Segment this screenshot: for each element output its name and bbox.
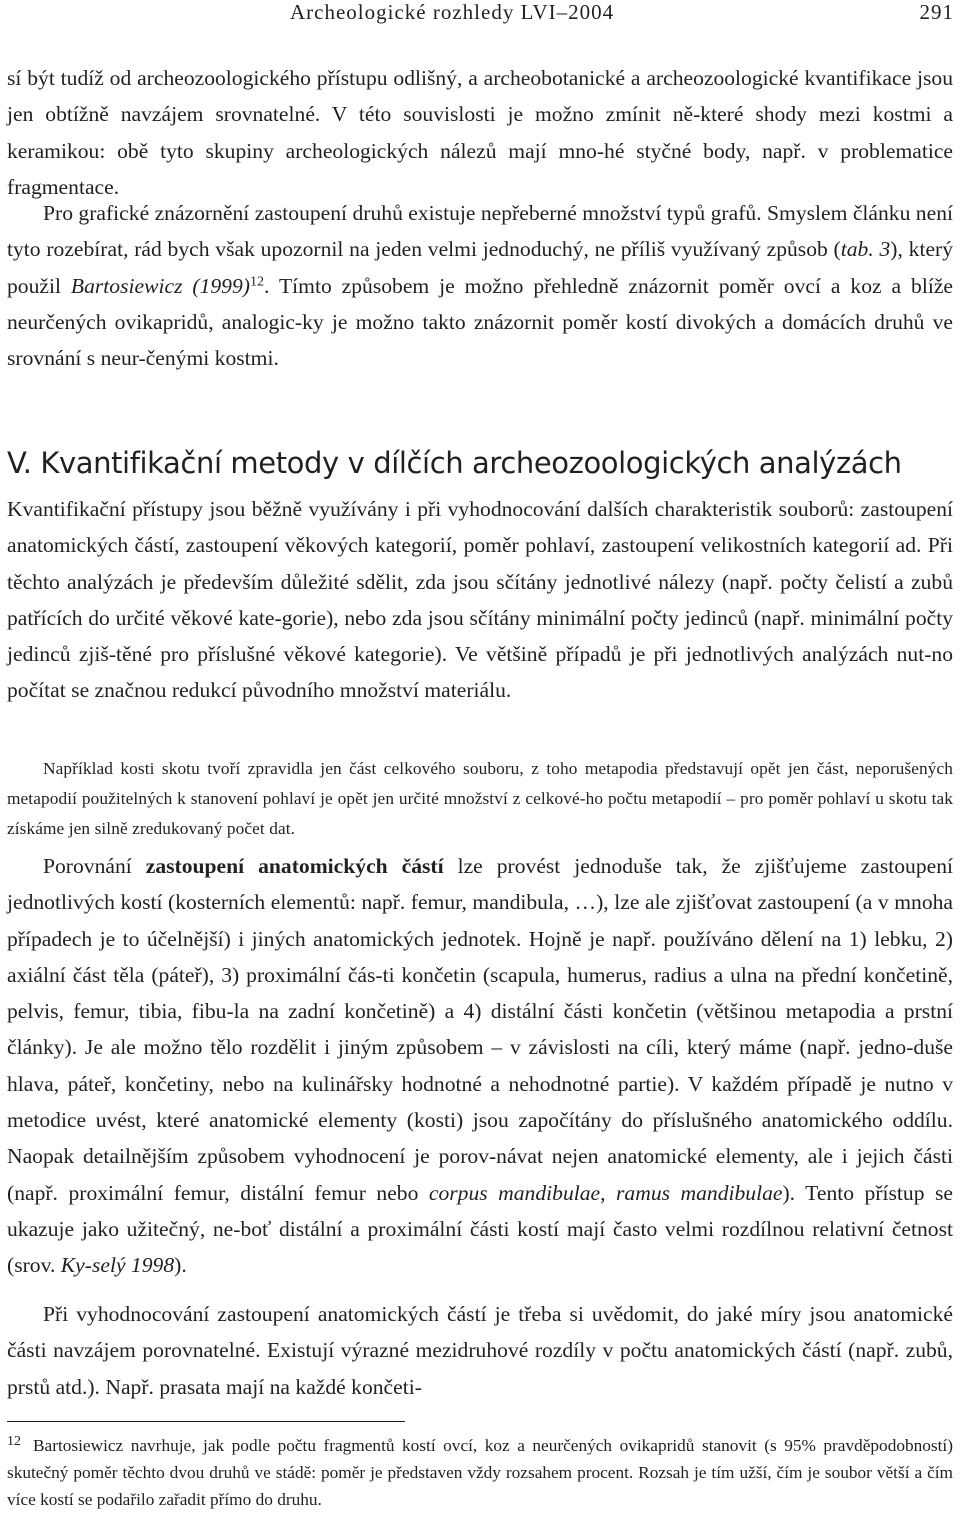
paragraph-continued: sí být tudíž od archeozoologického přístupu odlišný, a archeobotanické a archeozoologické kvantifikace jsou jen obtížně navzájem srovnatelné. V této souvislosti je možno zmínit ně-které shody mezi kostmi a keramikou: obě tyto skupiny archeologických nálezů mají mno-hé styčné body, např. v problematice fragmentace.	[7, 66, 953, 199]
footnote-reference: 12	[249, 272, 265, 289]
text-run: ), který použil	[7, 237, 954, 298]
latin-term: ramus mandibulae	[616, 1180, 783, 1205]
footnote-divider	[7, 1421, 405, 1422]
running-header	[0, 0, 960, 28]
section-heading: V. Kvantifikační metody v dílčích archeozoologických analýzách	[7, 446, 902, 480]
footnote	[7, 1432, 953, 1513]
text-run: Pro grafické znázornění zastoupení druhů existuje nepřeberné množství typů grafů. Smyslem článku není tyto rozebírat, rád bych však upozornil na jeden velmi jednoduchý, ne příliš využívaný způsob (	[7, 201, 953, 262]
bold-term: zastoupení anatomických částí	[145, 854, 444, 878]
text-run: ,	[600, 1180, 617, 1205]
table-reference: tab. 3	[840, 237, 891, 262]
paragraph-anatomical-parts	[7, 848, 953, 1284]
paragraph-example-small: Například kosti skotu tvoří zpravidla jen část celkového souboru, z toho metapodia představují opět jen část, neporušených metapodií použitelných k stanovení pohlaví je opět jen určité množství z celkové-ho počtu metapodií – pro poměr pohlaví u skotu tak získáme jen silně zredukovaný počet dat.	[7, 759, 953, 838]
journal-title: Archeologické rozhledy LVI–2004	[290, 0, 615, 24]
footnote-text: Bartosiewicz navrhuje, jak podle počtu fragmentů kostí ovcí, koz a neurčených ovikapridů stanovit (s 95% pravděpodobností) skutečný poměr těchto dvou druhů ve stádě: poměr je představen vždy rozsahem procent. Rozsah je tím užší, čím je soubor větší a čím více kostí se podařilo zařadit přímo do druhu.	[7, 1436, 953, 1509]
latin-term: corpus mandibulae	[428, 1180, 601, 1205]
text-run: ).	[174, 1253, 187, 1278]
paragraph-graph-types	[7, 195, 953, 376]
paragraph-comparability: Při vyhodnocování zastoupení anatomických částí je třeba si uvědomit, do jaké míry jsou anatomické části navzájem porovnatelné. Existují výrazné mezidruhové rozdíly v počtu anatomických částí (např. zubů, prstů atd.). Např. prasata mají na každé končeti-	[7, 1302, 953, 1399]
text-run: . Tímto způsobem je možno přehledně znázornit poměr ovcí a koz a blíže neurčených ovikapridů, analogic-ky je možno takto znázornit poměr kostí divokých a domácích druhů ve srovnání s neur-čenými kostmi.	[7, 273, 953, 371]
footnote-number: 12	[7, 1433, 21, 1449]
citation: Bartosiewicz (1999)	[70, 273, 250, 298]
text-run: ). Tento přístup se ukazuje jako užitečný, ne-boť distální a proximální části kostí mají často velmi rozdílnou relativní četnost (srov.	[7, 1180, 953, 1278]
text-run: lze provést jednoduše tak, že zjišťujeme zastoupení jednotlivých kostí (kosterních elementů: např. femur, mandibula, …), lze ale zjišťovat zastoupení (a v mnoha případech je to účelnější) i jiných anatomických jednotek. Hojně je např. používáno dělení na 1) lebku, 2) axiální část těla (páteř), 3) proximální čás-ti končetin (scapula, humerus, radius a ulna na přední končetině, pelvis, femur, tibia, fibu-la na zadní končetině) a 4) distální části končetin (většinou metapodia a prstní články). Je ale možno tělo rozdělit i jiným způsobem – v závislosti na cíli, který máme (např. jedno-duše hlava, páteř, končetiny, nebo na kulinářsky hodnotné a nehodnotné partie). V každém případě je nutno v metodice uvést, které anatomické elementy (kosti) jsou započítány do příslušného anatomického oddílu. Naopak detailnějším způsobem vyhodnocení je porov-návat nejen anatomické elementy, ale i jejich části (např. proximální femur, distální femur nebo	[7, 854, 953, 1205]
citation: Ky-selý 1998	[60, 1253, 175, 1278]
text-run: Porovnání	[43, 854, 146, 878]
page-number: 291	[919, 0, 954, 24]
paragraph-quantification: Kvantifikační přístupy jsou běžně využívány i při vyhodnocování dalších charakteristik souborů: zastoupení anatomických částí, zastoupení věkových kategorií, poměr pohlaví, zastoupení velikostních kategorií ad. Při těchto analýzách je především důležité sdělit, zda jsou sčítány jednotlivé nálezy (např. počty čelistí a zubů patřících do určité věkové kate-gorie), nebo zda jsou sčítány minimální počty jedinců (např. minimální počty jedinců zjiš-těné pro příslušné věkové kategorie). Ve většině případů je při jednotlivých analýzách nut-no počítat se značnou redukcí původního množství materiálu.	[7, 497, 953, 703]
